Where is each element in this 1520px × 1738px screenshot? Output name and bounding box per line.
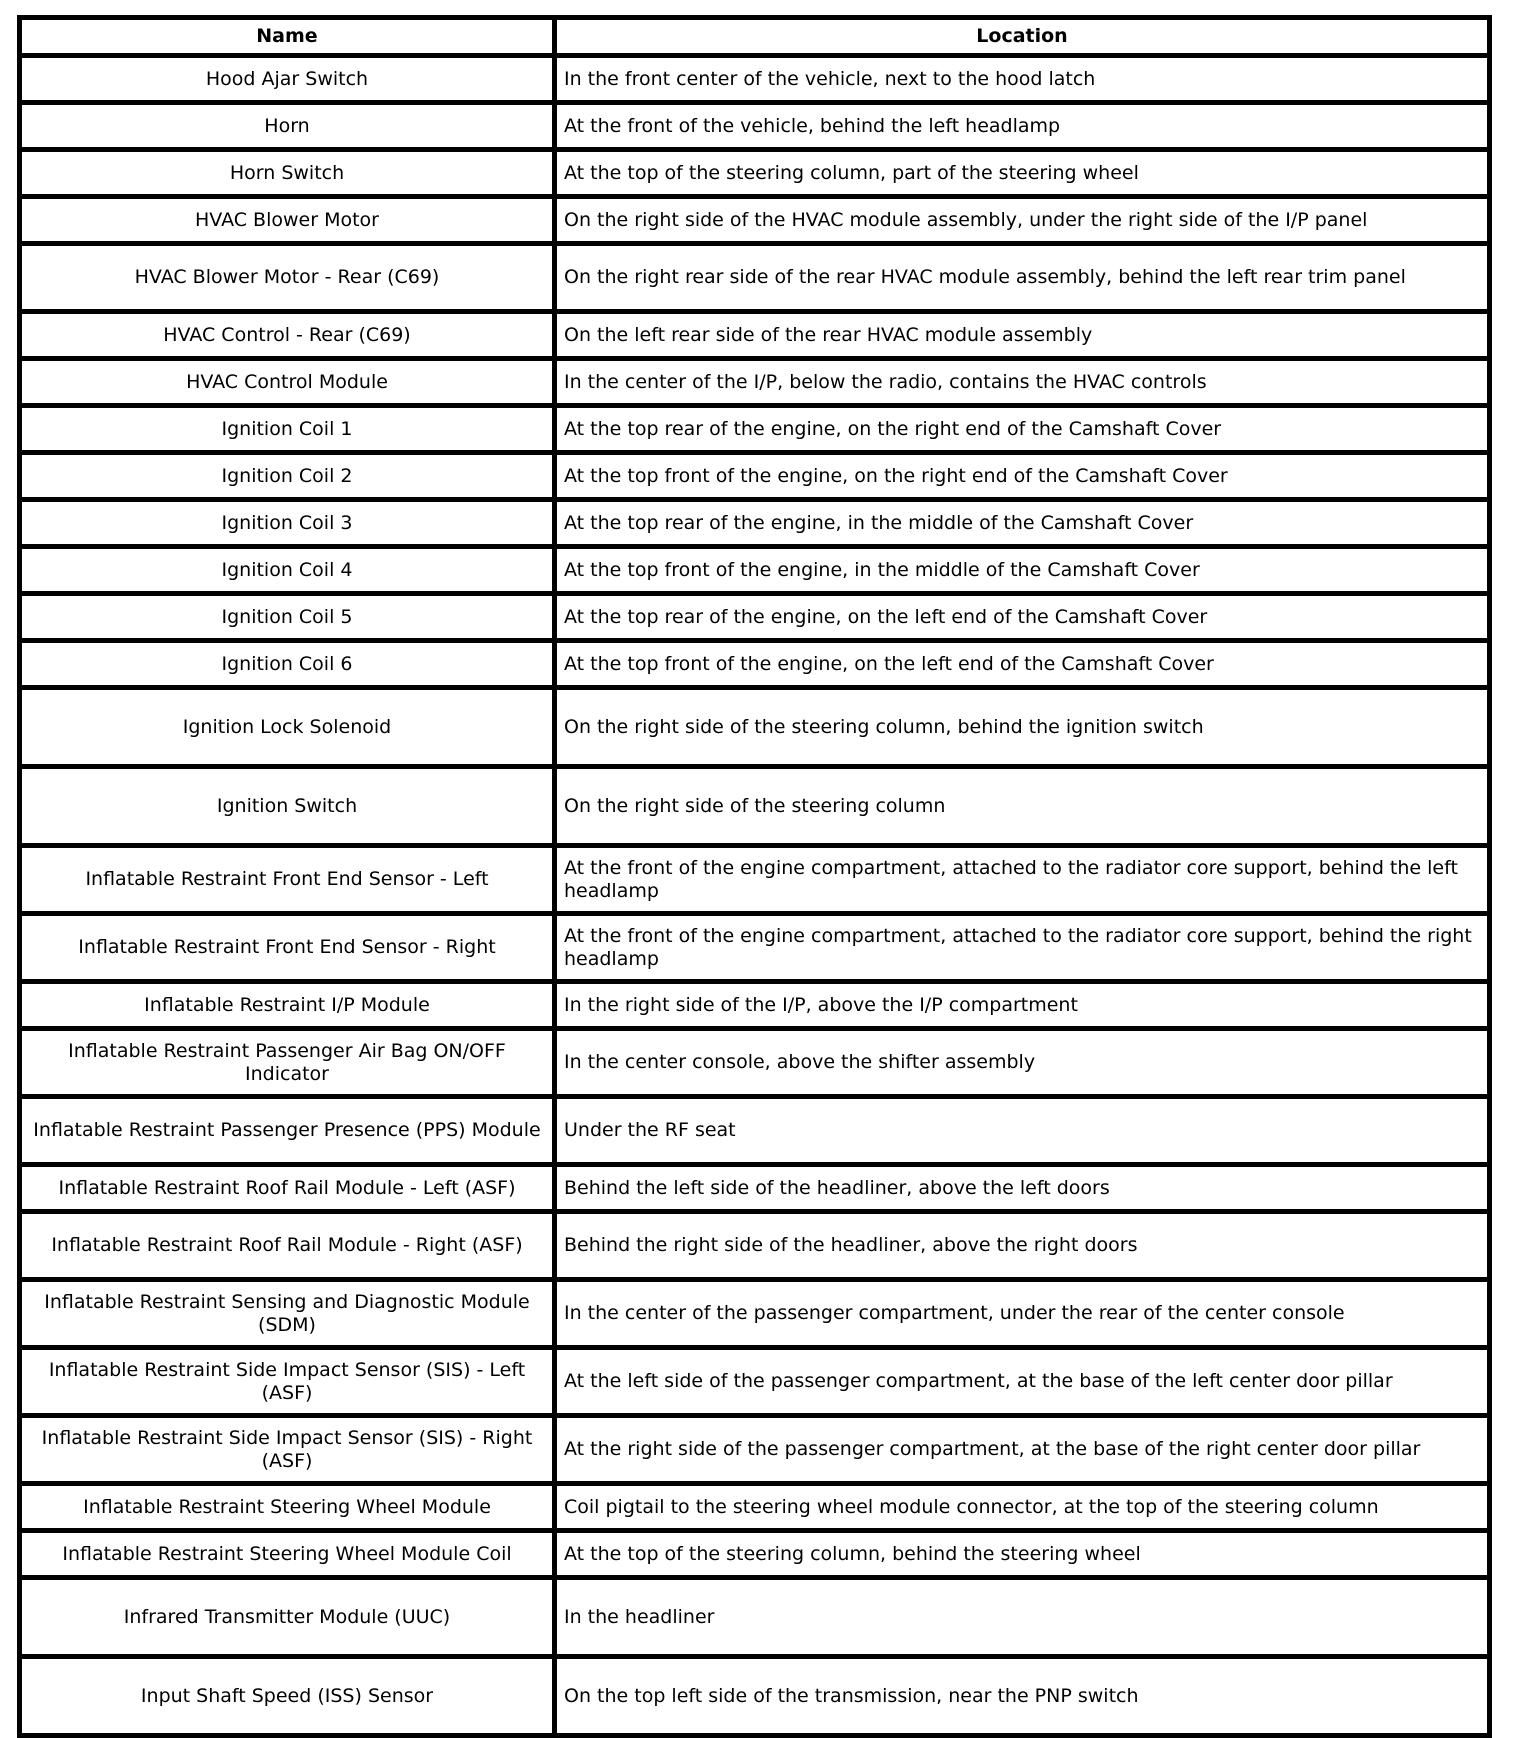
location-cell: In the front center of the vehicle, next to the hood latch — [555, 56, 1490, 103]
table-body — [20, 56, 1490, 1736]
location-cell: On the top left side of the transmission, near the PNP switch — [555, 1657, 1490, 1736]
name-cell: Inflatable Restraint Passenger Air Bag ON/OFF Indicator — [20, 1029, 555, 1097]
location-cell: On the right side of the steering column, behind the ignition switch — [555, 688, 1490, 767]
table-row — [20, 1165, 1490, 1212]
table-row — [20, 594, 1490, 641]
table-row — [20, 406, 1490, 453]
location-cell: At the front of the engine compartment, attached to the radiator core support, behind the left headlamp — [555, 846, 1490, 914]
name-cell: Inflatable Restraint Front End Sensor - Left — [20, 846, 555, 914]
location-cell: At the top of the steering column, part of the steering wheel — [555, 150, 1490, 197]
location-cell: In the right side of the I/P, above the I/P compartment — [555, 982, 1490, 1029]
name-cell: Ignition Lock Solenoid — [20, 688, 555, 767]
name-cell: Ignition Switch — [20, 767, 555, 846]
table-row — [20, 1348, 1490, 1416]
document-page — [0, 15, 1520, 1707]
location-cell: At the top rear of the engine, on the right end of the Camshaft Cover — [555, 406, 1490, 453]
table-row — [20, 1416, 1490, 1484]
name-cell: Input Shaft Speed (ISS) Sensor — [20, 1657, 555, 1736]
name-cell: HVAC Blower Motor — [20, 197, 555, 244]
location-cell: Coil pigtail to the steering wheel module connector, at the top of the steering column — [555, 1484, 1490, 1531]
table-row — [20, 244, 1490, 312]
table-row — [20, 688, 1490, 767]
location-cell: Behind the right side of the headliner, above the right doors — [555, 1212, 1490, 1280]
table-row — [20, 56, 1490, 103]
name-cell: Inflatable Restraint Steering Wheel Module — [20, 1484, 555, 1531]
location-cell: At the top front of the engine, on the left end of the Camshaft Cover — [555, 641, 1490, 688]
location-cell: At the right side of the passenger compartment, at the base of the right center door pillar — [555, 1416, 1490, 1484]
table-row — [20, 1212, 1490, 1280]
name-cell: Horn — [20, 103, 555, 150]
location-cell: At the left side of the passenger compartment, at the base of the left center door pillar — [555, 1348, 1490, 1416]
name-cell: Inflatable Restraint Passenger Presence (PPS) Module — [20, 1097, 555, 1165]
table-row — [20, 767, 1490, 846]
name-cell: HVAC Control - Rear (C69) — [20, 312, 555, 359]
location-cell: At the front of the vehicle, behind the left headlamp — [555, 103, 1490, 150]
location-cell: On the right side of the HVAC module assembly, under the right side of the I/P panel — [555, 197, 1490, 244]
table-row — [20, 1531, 1490, 1578]
header-row — [20, 18, 1490, 56]
name-cell: Ignition Coil 1 — [20, 406, 555, 453]
table-row — [20, 500, 1490, 547]
table-row — [20, 1484, 1490, 1531]
table-row — [20, 150, 1490, 197]
column-header-location: Location — [555, 18, 1490, 56]
column-header-name: Name — [20, 18, 555, 56]
location-cell: Behind the left side of the headliner, above the left doors — [555, 1165, 1490, 1212]
name-cell: Inflatable Restraint Front End Sensor - Right — [20, 914, 555, 982]
table-row — [20, 359, 1490, 406]
table-row — [20, 914, 1490, 982]
location-cell: At the top rear of the engine, in the middle of the Camshaft Cover — [555, 500, 1490, 547]
name-cell: Inflatable Restraint I/P Module — [20, 982, 555, 1029]
name-cell: Ignition Coil 6 — [20, 641, 555, 688]
table-row — [20, 846, 1490, 914]
name-cell: Inflatable Restraint Side Impact Sensor (SIS) - Right (ASF) — [20, 1416, 555, 1484]
name-cell: Infrared Transmitter Module (UUC) — [20, 1578, 555, 1657]
name-cell: Ignition Coil 3 — [20, 500, 555, 547]
location-cell: At the top of the steering column, behind the steering wheel — [555, 1531, 1490, 1578]
table-row — [20, 1029, 1490, 1097]
table-row — [20, 1578, 1490, 1657]
location-cell: At the top front of the engine, on the right end of the Camshaft Cover — [555, 453, 1490, 500]
location-cell: At the top rear of the engine, on the left end of the Camshaft Cover — [555, 594, 1490, 641]
table-row — [20, 312, 1490, 359]
table-row — [20, 1097, 1490, 1165]
location-cell: In the center of the I/P, below the radio, contains the HVAC controls — [555, 359, 1490, 406]
name-cell: Ignition Coil 5 — [20, 594, 555, 641]
name-cell: HVAC Control Module — [20, 359, 555, 406]
name-cell: Inflatable Restraint Roof Rail Module - Left (ASF) — [20, 1165, 555, 1212]
name-cell: Hood Ajar Switch — [20, 56, 555, 103]
table-row — [20, 197, 1490, 244]
name-cell: Ignition Coil 4 — [20, 547, 555, 594]
name-cell: Inflatable Restraint Sensing and Diagnostic Module (SDM) — [20, 1280, 555, 1348]
table-row — [20, 103, 1490, 150]
location-cell: In the headliner — [555, 1578, 1490, 1657]
name-cell: Inflatable Restraint Steering Wheel Module Coil — [20, 1531, 555, 1578]
table-row — [20, 641, 1490, 688]
location-cell: On the right side of the steering column — [555, 767, 1490, 846]
name-cell: Horn Switch — [20, 150, 555, 197]
name-cell: Inflatable Restraint Roof Rail Module - Right (ASF) — [20, 1212, 555, 1280]
table-row — [20, 1657, 1490, 1736]
location-cell: In the center of the passenger compartment, under the rear of the center console — [555, 1280, 1490, 1348]
location-cell: In the center console, above the shifter assembly — [555, 1029, 1490, 1097]
table-row — [20, 982, 1490, 1029]
name-cell: Inflatable Restraint Side Impact Sensor (SIS) - Left (ASF) — [20, 1348, 555, 1416]
location-cell: Under the RF seat — [555, 1097, 1490, 1165]
location-cell: On the right rear side of the rear HVAC module assembly, behind the left rear trim panel — [555, 244, 1490, 312]
location-cell: At the top front of the engine, in the middle of the Camshaft Cover — [555, 547, 1490, 594]
location-cell: On the left rear side of the rear HVAC module assembly — [555, 312, 1490, 359]
location-cell: At the front of the engine compartment, attached to the radiator core support, behind the right headlamp — [555, 914, 1490, 982]
table-row — [20, 547, 1490, 594]
table-row — [20, 1280, 1490, 1348]
name-cell: HVAC Blower Motor - Rear (C69) — [20, 244, 555, 312]
name-cell: Ignition Coil 2 — [20, 453, 555, 500]
component-location-table — [17, 15, 1492, 1738]
table-row — [20, 453, 1490, 500]
